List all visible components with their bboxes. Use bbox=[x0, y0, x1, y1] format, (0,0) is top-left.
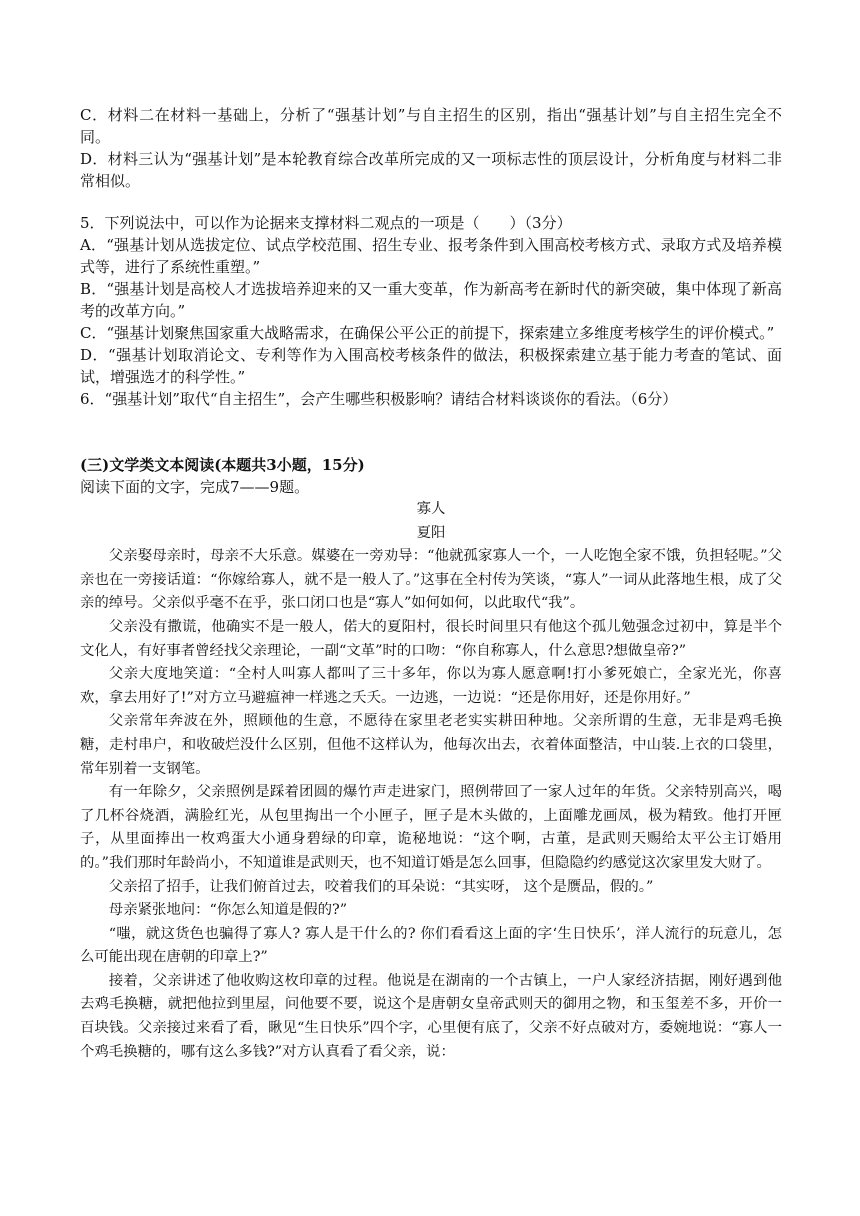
story bbox=[80, 498, 782, 1064]
story-title: 寡人 bbox=[416, 501, 446, 517]
q5-option-c: C．“强基计划聚焦国家重大战略需求，在确保公平公正的前提下，探索建立多维度考核学生的评价模式。” bbox=[80, 324, 775, 342]
q5-stem: 5．下列说法中，可以作为论据来支撑材料二观点的一项是（ ）（3分） bbox=[80, 214, 572, 232]
story-paragraph: 父亲大度地笑道：“全村人叫寡人都叫了三十多年，你以为寡人愿意啊!打小爹死娘亡，全家光光，你喜欢，拿去用好了!”对方立马避瘟神一样逃之夭夭。一边逃，一边说：“还是你用好，还是你用好。” bbox=[80, 666, 782, 706]
story-paragraph: 有一年除夕，父亲照例是踩着团圆的爆竹声走进家门，照例带回了一家人过年的年货。父亲特别高兴，喝了几杯谷烧酒，满脸红光，从包里掏出一个小匣子，匣子是木头做的，上面雕龙画凤，极为精致。他打开匣子，从里面捧出一枚鸡蛋大小通身碧绿的印章，诡秘地说：“这个啊，古董，是武则天赐给太平公主订婚用的。”我们那时年龄尚小，不知道谁是武则天，也不知道订婚是怎么回事，但隐隐约约感觉这次家里发大财了。 bbox=[80, 784, 782, 871]
exam-page bbox=[80, 104, 782, 1064]
q4-option-d: D．材料三认为“强基计划”是本轮教育综合改革所完成的又一项标志性的顶层设计，分析角度与材料二非常相似。 bbox=[80, 150, 782, 190]
section-instruction: 阅读下面的文字，完成7——9题。 bbox=[80, 478, 310, 496]
q6-stem: 6．“强基计划”取代“自主招生”，会产生哪些积极影响？请结合材料谈谈你的看法。（6分） bbox=[80, 390, 678, 408]
spacer bbox=[80, 192, 782, 212]
story-paragraph: 父亲招了招手，让我们俯首过去，咬着我们的耳朵说：“其实呀， 这个是赝品，假的。” bbox=[108, 878, 654, 895]
section-heading: (三)文学类文本阅读(本题共3小题，15分) bbox=[80, 456, 365, 474]
story-author: 夏阳 bbox=[416, 524, 446, 541]
story-paragraph: 接着，父亲讲述了他收购这枚印章的过程。他说是在湖南的一个古镇上，一户人家经济拮据，刚好遇到他去鸡毛换糖，就把他拉到里屋，问他要不要，说这个是唐朝女皇帝武则天的御用之物，和玉玺差不多，开价一百块钱。父亲接过来看了看，瞅见“生日快乐”四个字，心里便有底了，父亲不好点破对方，委婉地说：“寡人一个鸡毛换糖的，哪有这么多钱?”对方认真看了看父亲，说： bbox=[80, 972, 782, 1060]
story-paragraph: 父亲娶母亲时，母亲不大乐意。媒婆在一旁劝导：“他就孤家寡人一个，一人吃饱全家不饿，负担轻呢。”父亲也在一旁接话道：“你嫁给寡人，就不是一般人了。”这事在全村传为笑谈，“寡人”一词从此落地生根，成了父亲的绰号。父亲似乎毫不在乎，张口闭口也是“寡人”如何如何，以此取代“我”。 bbox=[80, 548, 782, 612]
story-paragraph: 父亲常年奔波在外，照顾他的生意，不愿待在家里老老实实耕田种地。父亲所谓的生意，无非是鸡毛换糖，走村串户，和收破烂没什么区别，但他不这样认为，他每次出去，衣着体面整洁，中山装.上衣的口袋里，常年别着一支钢笔。 bbox=[80, 713, 782, 777]
q4-option-c: C．材料二在材料一基础上，分析了“强基计划”与自主招生的区别，指出“强基计划”与自主招生完全不同。 bbox=[80, 106, 782, 146]
story-paragraph: 母亲紧张地问：“你怎么知道是假的?” bbox=[108, 902, 348, 919]
story-paragraph: “嗤，就这货色也骗得了寡人? 寡人是干什么的? 你们看看这上面的字‘生日快乐’，洋人流行的玩意儿，怎么可能出现在唐朝的印章上?” bbox=[80, 925, 782, 966]
story-paragraph: 父亲没有撒谎，他确实不是一般人，偌大的夏阳村，很长时间里只有他这个孤儿勉强念过初中，算是半个文化人，有好事者曾经找父亲理论，一副“文革”时的口吻：“你自称寡人，什么意思?想做皇帝?” bbox=[80, 618, 782, 659]
q5-option-d: D．“强基计划取消论文、专利等作为入围高校考核条件的做法，积极探索建立基于能力考查的笔试、面试，增强选才的科学性。” bbox=[80, 346, 782, 386]
q5-option-b: B．“强基计划是高校人才选拔培养迎来的又一重大变革，作为新高考在新时代的新突破，集中体现了新高考的改革方向。” bbox=[80, 280, 782, 320]
q5-option-a: A．“强基计划从选拔定位、试点学校范围、招生专业、报考条件到入围高校考核方式、录取方式及培养模式等，进行了系统性重塑。” bbox=[80, 236, 782, 276]
spacer bbox=[80, 410, 782, 454]
